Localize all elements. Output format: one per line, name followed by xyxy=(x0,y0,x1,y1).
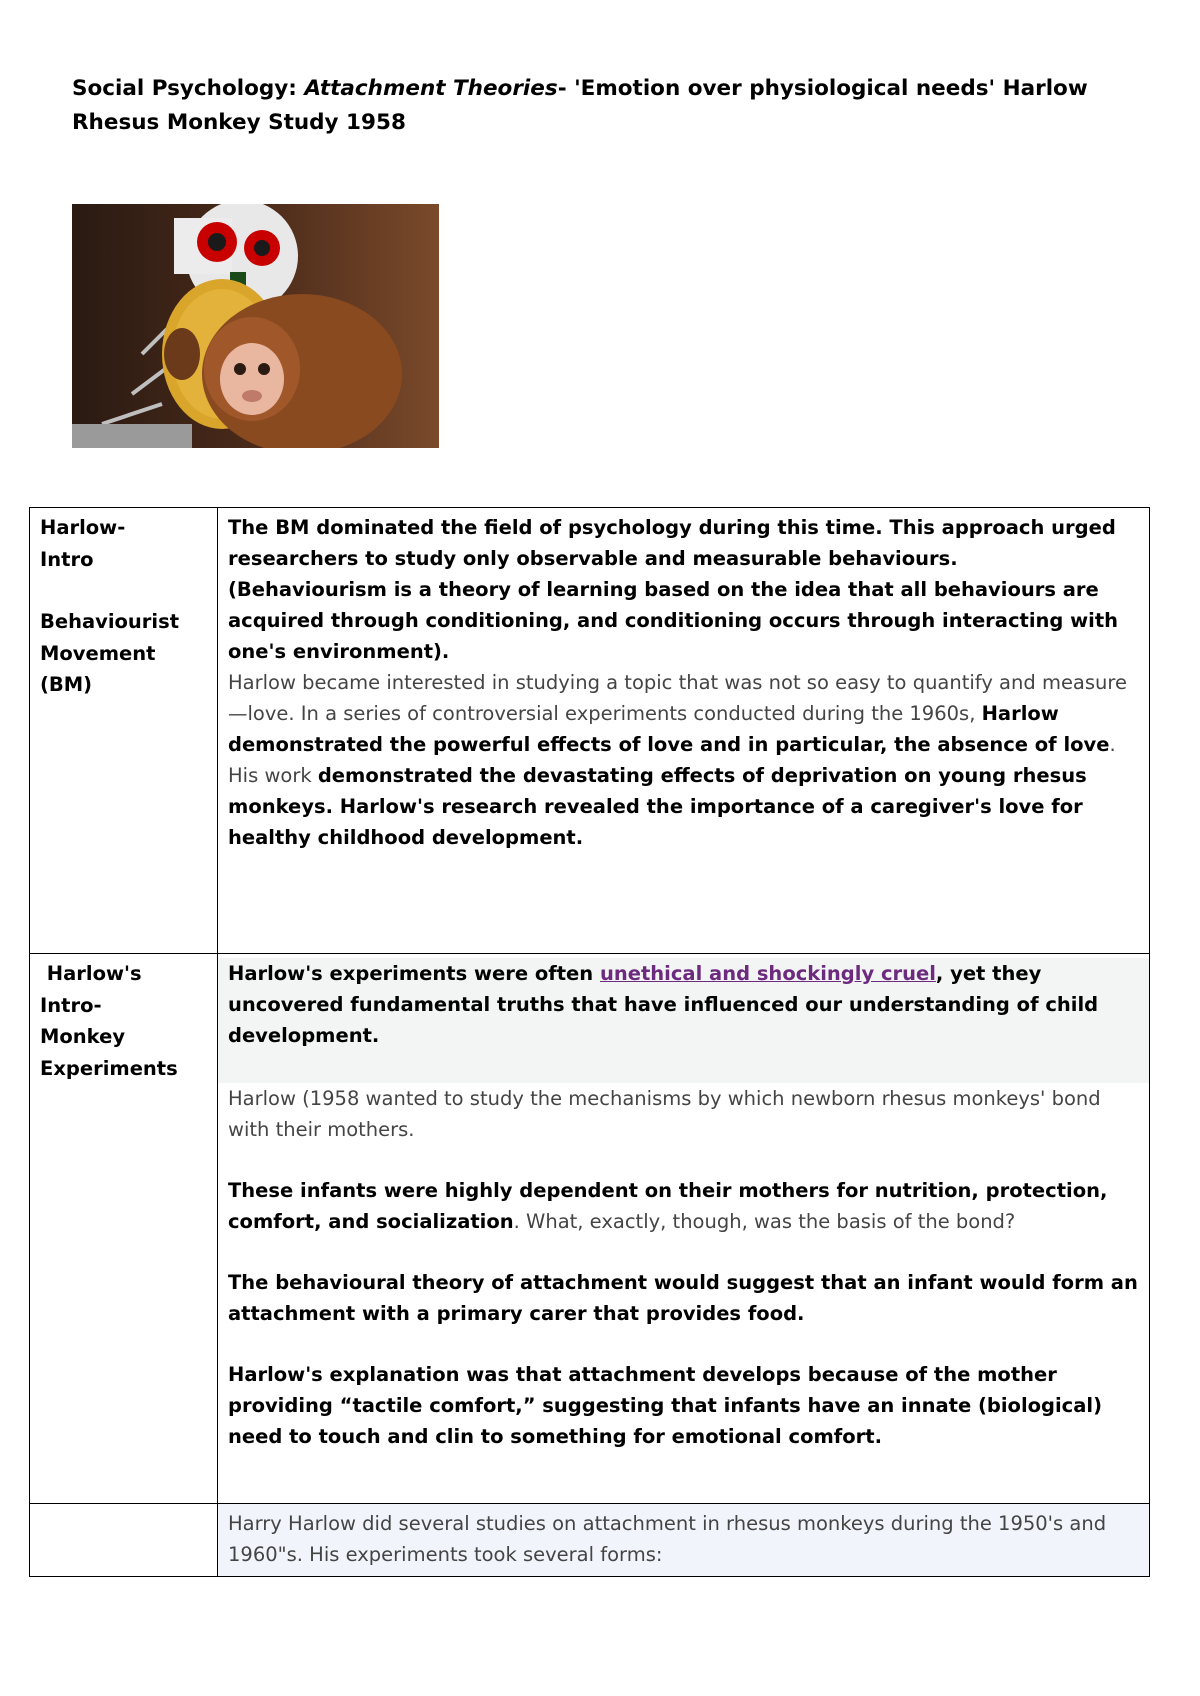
paragraph: (Behaviourism is a theory of learning based on the idea that all behaviours are acquired through conditioning, and conditioning occurs through interacting with one's environment). xyxy=(228,578,1119,663)
row-label-line: Intro xyxy=(40,547,94,571)
row-label-line: Intro- xyxy=(40,993,102,1017)
highlighted-paragraph xyxy=(218,958,1149,1083)
row-label-line: Monkey xyxy=(40,1025,126,1048)
page-title xyxy=(72,72,1092,140)
text-span: . What, exactly, though, was the basis of the bond? xyxy=(513,1210,1016,1233)
table-row xyxy=(30,508,1150,954)
paragraph: Harry Harlow did several studies on attachment in rhesus monkeys during the 1950's and 1960"s. His experiments took several forms: xyxy=(228,1512,1107,1566)
row-label-line: (BM) xyxy=(40,673,93,696)
text-span: demonstrated the devastating effects of deprivation on young rhesus monkeys. Harlow's research revealed the importance of a caregiver's love for healthy childhood development. xyxy=(228,764,1087,849)
row-label-empty xyxy=(30,1504,218,1577)
unethical-cruel-link[interactable]: unethical and shockingly cruel xyxy=(599,962,936,985)
paragraph xyxy=(228,667,1140,760)
row-label-harlow-intro xyxy=(30,508,218,954)
paragraph xyxy=(228,958,1140,1051)
row-content-monkey-experiments xyxy=(218,954,1150,1504)
text-span: , yet they uncovered fundamental truths that have influenced our understanding of child development. xyxy=(228,962,1099,1047)
title-part-2: Attachment Theories xyxy=(304,76,558,101)
row-label-line: Movement xyxy=(40,641,156,665)
row-label-line: Behaviourist xyxy=(40,610,180,633)
text-span: Harlow demonstrated the powerful effects of love and in particular, the absence of love xyxy=(228,702,1110,756)
table-row xyxy=(30,1504,1150,1577)
row-label-line: Harlow- xyxy=(40,516,126,539)
paragraph: Harlow (1958 wanted to study the mechanisms by which newborn rhesus monkeys' bond with their mothers. xyxy=(228,1087,1101,1141)
text-span: . xyxy=(1109,733,1116,756)
text-span: His work xyxy=(228,764,318,787)
notes-table xyxy=(29,507,1150,1577)
paragraph-gap xyxy=(228,1237,1140,1267)
text-span: Harlow's experiments were often xyxy=(228,962,600,985)
wire-mother-monkey-photo xyxy=(72,204,439,448)
paragraph xyxy=(228,760,1140,853)
text-span: These infants were highly dependent on their mothers for nutrition, protection, comfort, and socialization xyxy=(228,1179,1108,1233)
paragraph-gap xyxy=(228,1329,1140,1359)
table-row xyxy=(30,954,1150,1504)
row-label-monkey-experiments xyxy=(30,954,218,1504)
paragraph: The behavioural theory of attachment would suggest that an infant would form an attachment with a primary carer that provides food. xyxy=(228,1271,1138,1325)
paragraph-gap xyxy=(228,1145,1140,1175)
title-part-1: Social Psychology: xyxy=(72,76,305,101)
row-content-harlow-intro xyxy=(218,508,1150,954)
row-label-line: Experiments xyxy=(40,1056,178,1080)
row-label-spacer xyxy=(40,575,208,606)
text-span: Harlow became interested in studying a topic that was not so easy to quantify and measure—love. In a series of controversial experiments conducted during the 1960s, xyxy=(228,671,1127,725)
paragraph: Harlow's explanation was that attachment develops because of the mother providing “tactile comfort,” suggesting that infants have an innate (biological) need to touch and clin to something for emotional comfort. xyxy=(228,1363,1102,1448)
paragraph xyxy=(228,1175,1140,1237)
row-label-line: Harlow's xyxy=(40,962,142,985)
row-content-experiment-forms xyxy=(218,1504,1150,1577)
highlighted-paragraph xyxy=(218,1504,1149,1576)
title-part-3: - 'Emotion over physiological needs' Harlow Rhesus Monkey Study 1958 xyxy=(72,76,1088,135)
paragraph: The BM dominated the field of psychology during this time. This approach urged researchers to study only observable and measurable behaviours. xyxy=(228,516,1116,570)
